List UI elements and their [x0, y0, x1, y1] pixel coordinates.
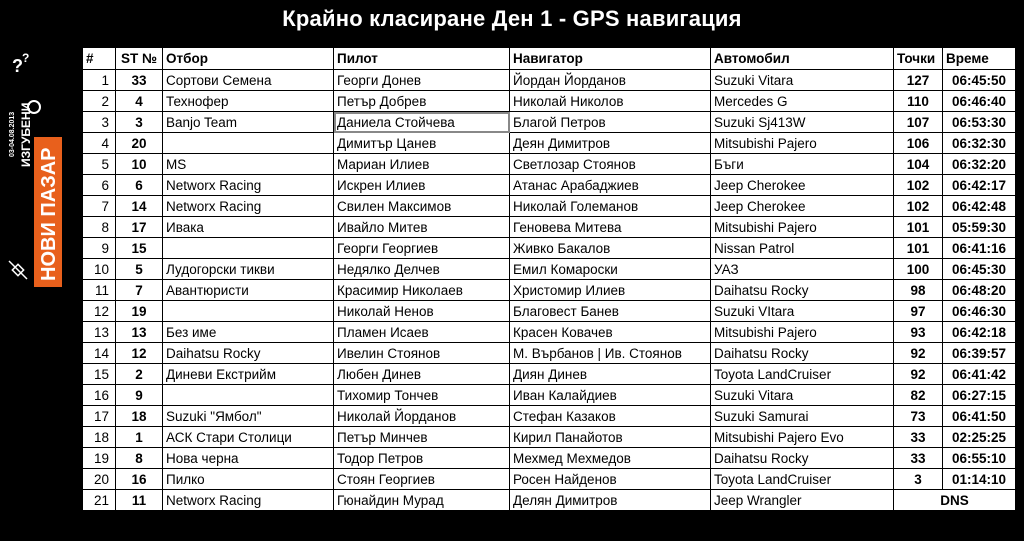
header-time: Време [943, 48, 1016, 70]
cell-pilot[interactable]: Мариан Илиев [334, 154, 510, 175]
cell-start-number[interactable]: 3 [116, 112, 163, 133]
cell-time[interactable]: 06:53:30 [943, 112, 1016, 133]
cell-time[interactable]: 05:59:30 [943, 217, 1016, 238]
cell-navigator[interactable]: Росен Найденов [510, 469, 711, 490]
cell-points[interactable]: 82 [894, 385, 943, 406]
cell-points[interactable]: 92 [894, 364, 943, 385]
cell-pilot[interactable]: Петър Минчев [334, 427, 510, 448]
cell-car[interactable]: Daihatsu Rocky [711, 343, 894, 364]
cell-start-number[interactable]: 15 [116, 238, 163, 259]
cell-points[interactable]: 98 [894, 280, 943, 301]
cell-navigator[interactable]: Атанас Арабаджиев [510, 175, 711, 196]
novi-pazar-logo [4, 42, 70, 302]
cell-start-number[interactable]: 19 [116, 301, 163, 322]
cell-pilot[interactable]: Даниела Стойчева [334, 112, 510, 133]
cell-car[interactable]: Toyota LandCruiser [711, 469, 894, 490]
cell-position[interactable]: 14 [83, 343, 116, 364]
cell-team[interactable]: Banjo Team [163, 112, 334, 133]
cell-position[interactable]: 3 [83, 112, 116, 133]
table-row [83, 217, 1016, 238]
svg-text:03-04.08.2013: 03-04.08.2013 [9, 111, 16, 157]
cell-pilot[interactable]: Георги Георгиев [334, 238, 510, 259]
cell-team[interactable]: Технофер [163, 91, 334, 112]
cell-navigator[interactable]: Делян Димитров [510, 490, 711, 511]
results-table [82, 47, 1016, 511]
cell-start-number[interactable]: 4 [116, 91, 163, 112]
cell-navigator[interactable]: Христомир Илиев [510, 280, 711, 301]
cell-position[interactable]: 19 [83, 448, 116, 469]
cell-pilot[interactable]: Пламен Исаев [334, 322, 510, 343]
cell-team[interactable] [163, 133, 334, 154]
cell-team[interactable]: Networx Racing [163, 490, 334, 511]
cell-pilot[interactable]: Свилен Максимов [334, 196, 510, 217]
cell-navigator[interactable]: Кирил Панайотов [510, 427, 711, 448]
cell-pilot[interactable]: Стоян Георгиев [334, 469, 510, 490]
cell-team[interactable]: Диневи Екстрийм [163, 364, 334, 385]
table-row [83, 133, 1016, 154]
cell-navigator[interactable]: Красен Ковачев [510, 322, 711, 343]
cell-time[interactable]: 06:46:30 [943, 301, 1016, 322]
cell-points[interactable]: 104 [894, 154, 943, 175]
cell-navigator[interactable]: Мехмед Мехмедов [510, 448, 711, 469]
cell-start-number[interactable]: 2 [116, 364, 163, 385]
cell-position[interactable]: 7 [83, 196, 116, 217]
cell-car[interactable]: Suzuki Vitara [711, 385, 894, 406]
cell-position[interactable]: 13 [83, 322, 116, 343]
table-row [83, 406, 1016, 427]
cell-time[interactable]: 06:55:10 [943, 448, 1016, 469]
cell-start-number[interactable]: 1 [116, 427, 163, 448]
cell-pilot[interactable]: Красимир Николаев [334, 280, 510, 301]
cell-team[interactable]: Networx Racing [163, 175, 334, 196]
cell-pilot[interactable]: Георги Донев [334, 70, 510, 91]
table-row [83, 280, 1016, 301]
cell-position[interactable]: 15 [83, 364, 116, 385]
cell-car[interactable]: Mitsubishi Pajero [711, 133, 894, 154]
header-row [83, 48, 1016, 70]
cell-time[interactable]: 06:42:17 [943, 175, 1016, 196]
cell-navigator[interactable]: Геновева Митева [510, 217, 711, 238]
cell-time[interactable]: 06:41:16 [943, 238, 1016, 259]
svg-text:?: ? [12, 56, 23, 76]
cell-car[interactable]: Daihatsu Rocky [711, 448, 894, 469]
cell-car[interactable]: Daihatsu Rocky [711, 280, 894, 301]
cell-navigator[interactable]: Живко Бакалов [510, 238, 711, 259]
cell-team[interactable]: Нова черна [163, 448, 334, 469]
header-pilot: Пилот [334, 48, 510, 70]
cell-position[interactable]: 16 [83, 385, 116, 406]
cell-car[interactable]: Mitsubishi Pajero [711, 217, 894, 238]
cell-team[interactable]: Networx Racing [163, 196, 334, 217]
cell-team[interactable] [163, 238, 334, 259]
cell-time[interactable]: 06:41:50 [943, 406, 1016, 427]
table-row [83, 112, 1016, 133]
table-row [83, 175, 1016, 196]
table-row [83, 238, 1016, 259]
cell-car[interactable]: Jeep Cherokee [711, 175, 894, 196]
cell-car[interactable]: Suzuki Vitara [711, 70, 894, 91]
cell-pilot[interactable]: Ивелин Стоянов [334, 343, 510, 364]
cell-car[interactable]: Toyota LandCruiser [711, 364, 894, 385]
cell-car[interactable]: УАЗ [711, 259, 894, 280]
cell-start-number[interactable]: 18 [116, 406, 163, 427]
cell-position[interactable]: 1 [83, 70, 116, 91]
cell-start-number[interactable]: 8 [116, 448, 163, 469]
cell-start-number[interactable]: 9 [116, 385, 163, 406]
cell-start-number[interactable]: 13 [116, 322, 163, 343]
cell-position[interactable]: 5 [83, 154, 116, 175]
cell-start-number[interactable]: 5 [116, 259, 163, 280]
cell-car[interactable]: Бъги [711, 154, 894, 175]
cell-team[interactable] [163, 385, 334, 406]
cell-pilot[interactable]: Петър Добрев [334, 91, 510, 112]
cell-pilot[interactable]: Любен Динев [334, 364, 510, 385]
cell-car[interactable]: Suzuki Sj413W [711, 112, 894, 133]
cell-navigator[interactable]: Емил Комароски [510, 259, 711, 280]
cell-points[interactable]: 106 [894, 133, 943, 154]
cell-points[interactable]: 101 [894, 238, 943, 259]
cell-start-number[interactable]: 20 [116, 133, 163, 154]
cell-start-number[interactable]: 11 [116, 490, 163, 511]
cell-position[interactable]: 10 [83, 259, 116, 280]
header-position: # [83, 48, 116, 70]
cell-team[interactable]: Suzuki "Ямбол" [163, 406, 334, 427]
cell-position[interactable]: 6 [83, 175, 116, 196]
cell-start-number[interactable]: 14 [116, 196, 163, 217]
cell-pilot[interactable]: Николай Йорданов [334, 406, 510, 427]
cell-team[interactable] [163, 301, 334, 322]
cell-car[interactable]: Jeep Cherokee [711, 196, 894, 217]
cell-points[interactable]: 102 [894, 175, 943, 196]
cell-pilot[interactable]: Тодор Петров [334, 448, 510, 469]
cell-points[interactable]: 107 [894, 112, 943, 133]
cell-car[interactable]: Jeep Wrangler [711, 490, 894, 511]
cell-time[interactable]: 06:46:40 [943, 91, 1016, 112]
cell-points[interactable]: 101 [894, 217, 943, 238]
cell-pilot[interactable]: Гюнайдин Мурад [334, 490, 510, 511]
cell-pilot[interactable]: Недялко Делчев [334, 259, 510, 280]
cell-car[interactable]: Nissan Patrol [711, 238, 894, 259]
cell-team[interactable]: Daihatsu Rocky [163, 343, 334, 364]
table-row [83, 322, 1016, 343]
cell-navigator[interactable]: Николай Големанов [510, 196, 711, 217]
cell-pilot[interactable]: Димитър Цанев [334, 133, 510, 154]
table-row [83, 259, 1016, 280]
table-row [83, 91, 1016, 112]
cell-navigator[interactable]: М. Върбанов | Ив. Стоянов [510, 343, 711, 364]
cell-navigator[interactable]: Иван Калайдиев [510, 385, 711, 406]
cell-points[interactable]: 100 [894, 259, 943, 280]
table-row [83, 196, 1016, 217]
header-start-number: ST № [116, 48, 163, 70]
cell-navigator[interactable]: Благой Петров [510, 112, 711, 133]
cell-pilot[interactable]: Николай Ненов [334, 301, 510, 322]
cell-navigator[interactable]: Светлозар Стоянов [510, 154, 711, 175]
cell-position[interactable]: 17 [83, 406, 116, 427]
cell-start-number[interactable]: 7 [116, 280, 163, 301]
cell-points[interactable]: 33 [894, 427, 943, 448]
cell-start-number[interactable]: 12 [116, 343, 163, 364]
cell-car[interactable]: Mitsubishi Pajero [711, 322, 894, 343]
cell-team[interactable]: АСК Стари Столици [163, 427, 334, 448]
cell-time[interactable]: 06:32:20 [943, 154, 1016, 175]
cell-time[interactable]: 02:25:25 [943, 427, 1016, 448]
cell-start-number[interactable]: 6 [116, 175, 163, 196]
cell-position[interactable]: 9 [83, 238, 116, 259]
cell-team[interactable]: Лудогорски тикви [163, 259, 334, 280]
cell-points[interactable]: 127 [894, 70, 943, 91]
cell-points[interactable]: 73 [894, 406, 943, 427]
cell-time[interactable]: 06:39:57 [943, 343, 1016, 364]
cell-position[interactable]: 4 [83, 133, 116, 154]
cell-team[interactable]: Сортови Семена [163, 70, 334, 91]
cell-points[interactable]: 3 [894, 469, 943, 490]
cell-time[interactable]: 01:14:10 [943, 469, 1016, 490]
cell-navigator[interactable]: Николай Николов [510, 91, 711, 112]
cell-navigator[interactable]: Деян Димитров [510, 133, 711, 154]
cell-points[interactable]: 102 [894, 196, 943, 217]
table-row [83, 301, 1016, 322]
cell-position[interactable]: 8 [83, 217, 116, 238]
table-row [83, 385, 1016, 406]
cell-time[interactable]: 06:45:50 [943, 70, 1016, 91]
cell-time[interactable]: 06:41:42 [943, 364, 1016, 385]
cell-navigator[interactable]: Благовест Банев [510, 301, 711, 322]
cell-navigator[interactable]: Йордан Йорданов [510, 70, 711, 91]
page-title: Крайно класиране Ден 1 - GPS навигация [282, 6, 742, 31]
cell-time[interactable]: 06:42:48 [943, 196, 1016, 217]
cell-time[interactable]: 06:42:18 [943, 322, 1016, 343]
cell-pilot[interactable]: Тихомир Тончев [334, 385, 510, 406]
cell-team[interactable]: Без име [163, 322, 334, 343]
cell-position[interactable]: 18 [83, 427, 116, 448]
cell-points[interactable]: 92 [894, 343, 943, 364]
cell-time[interactable]: 06:45:30 [943, 259, 1016, 280]
cell-start-number[interactable]: 10 [116, 154, 163, 175]
cell-team[interactable]: Ивака [163, 217, 334, 238]
cell-time[interactable]: 06:48:20 [943, 280, 1016, 301]
table-row [83, 70, 1016, 91]
svg-text:?: ? [22, 51, 30, 65]
header-points: Точки [894, 48, 943, 70]
header-navigator: Навигатор [510, 48, 711, 70]
cell-points[interactable]: 93 [894, 322, 943, 343]
cell-position[interactable]: 20 [83, 469, 116, 490]
header-team: Отбор [163, 48, 334, 70]
cell-car[interactable]: Mitsubishi Pajero Evo [711, 427, 894, 448]
cell-pilot[interactable]: Ивайло Митев [334, 217, 510, 238]
cell-dns[interactable]: DNS [894, 490, 1016, 511]
cell-position[interactable]: 21 [83, 490, 116, 511]
header-car: Автомобил [711, 48, 894, 70]
results-table-container [82, 47, 1015, 511]
cell-start-number[interactable]: 17 [116, 217, 163, 238]
cell-team[interactable]: MS [163, 154, 334, 175]
cell-car[interactable]: Suzuki Samurai [711, 406, 894, 427]
cell-car[interactable]: Mercedes G [711, 91, 894, 112]
table-row [83, 469, 1016, 490]
cell-team[interactable]: Пилко [163, 469, 334, 490]
cell-car[interactable]: Suzuki VItara [711, 301, 894, 322]
table-row [83, 154, 1016, 175]
cell-pilot[interactable]: Искрен Илиев [334, 175, 510, 196]
cell-navigator[interactable]: Диян Динев [510, 364, 711, 385]
cell-position[interactable]: 12 [83, 301, 116, 322]
cell-points[interactable]: 110 [894, 91, 943, 112]
svg-text:НОВИ ПАЗАР: НОВИ ПАЗАР [38, 147, 60, 281]
cell-position[interactable]: 11 [83, 280, 116, 301]
cell-time[interactable]: 06:27:15 [943, 385, 1016, 406]
cell-position[interactable]: 2 [83, 91, 116, 112]
cell-points[interactable]: 97 [894, 301, 943, 322]
cell-start-number[interactable]: 33 [116, 70, 163, 91]
cell-team[interactable]: Авантюристи [163, 280, 334, 301]
table-row [83, 448, 1016, 469]
table-row [83, 364, 1016, 385]
cell-navigator[interactable]: Стефан Казаков [510, 406, 711, 427]
cell-start-number[interactable]: 16 [116, 469, 163, 490]
table-row [83, 490, 1016, 511]
table-row [83, 343, 1016, 364]
cell-time[interactable]: 06:32:30 [943, 133, 1016, 154]
svg-text:ИЗГУБЕНИ: ИЗГУБЕНИ [19, 102, 33, 167]
table-row [83, 427, 1016, 448]
cell-points[interactable]: 33 [894, 448, 943, 469]
